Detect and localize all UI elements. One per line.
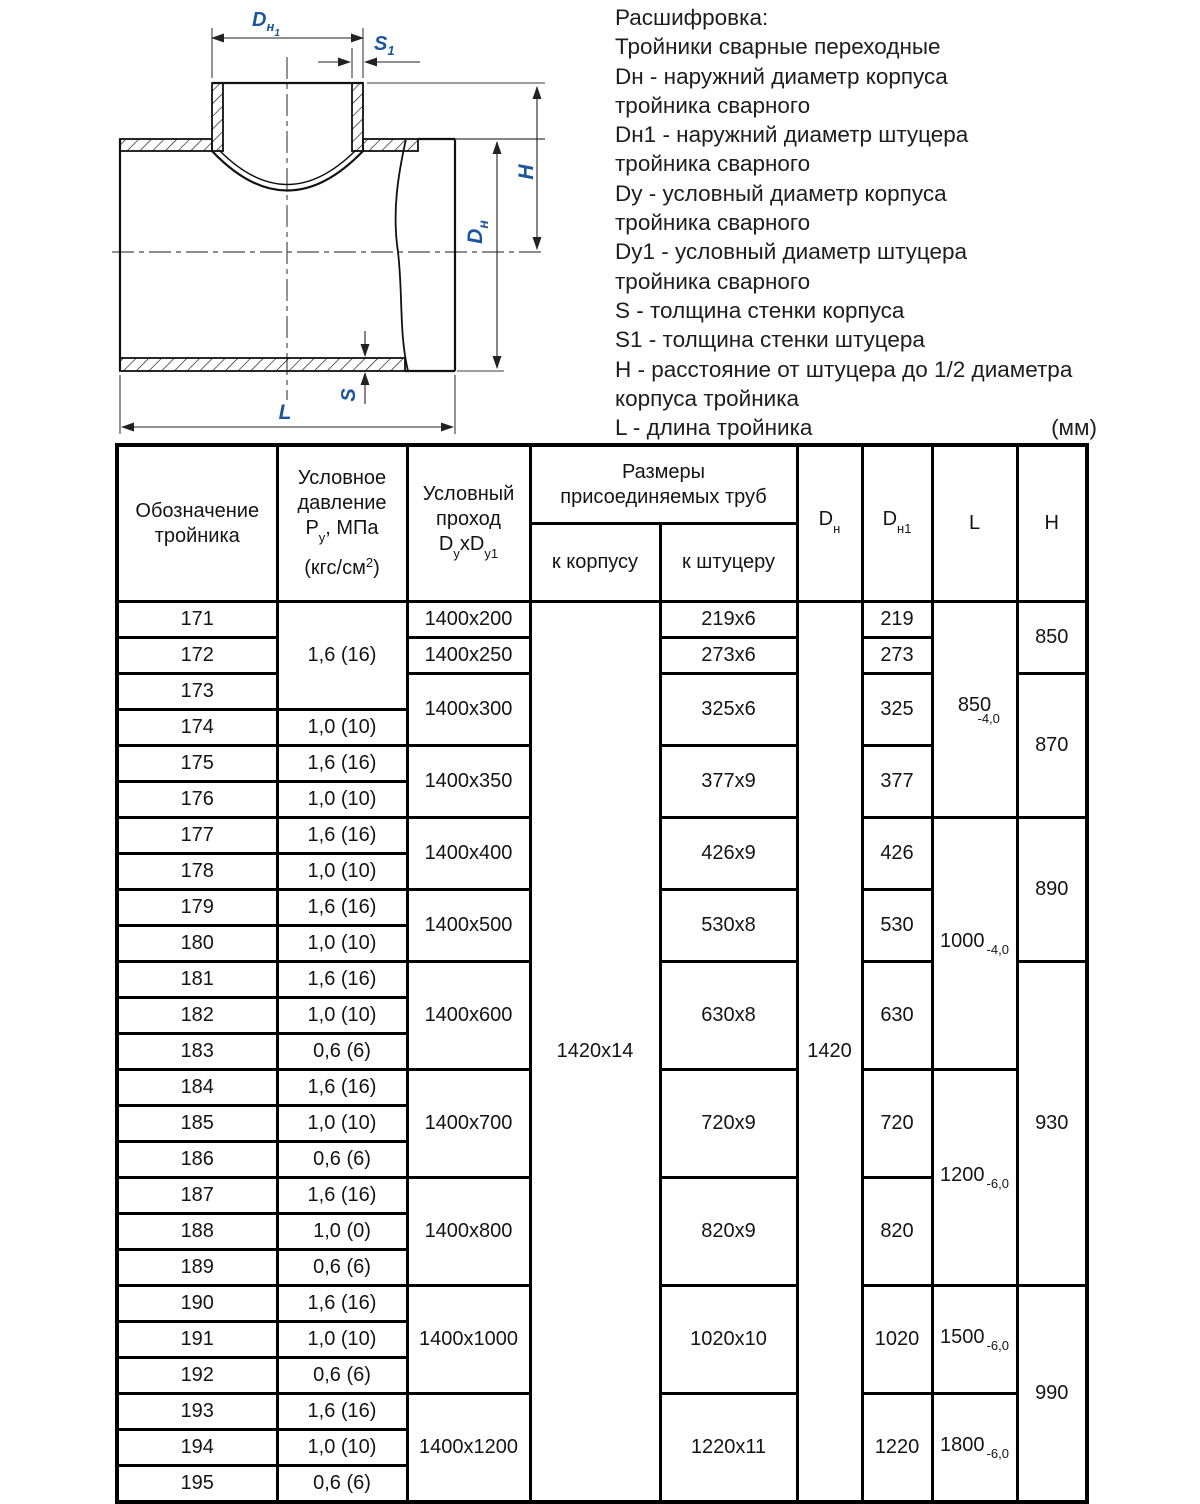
cell-pressure: 0,6 (6) — [277, 1034, 407, 1070]
cell-pressure: 0,6 (6) — [277, 1142, 407, 1178]
cell-designation: 191 — [117, 1322, 277, 1358]
cell-designation: 192 — [117, 1358, 277, 1394]
header-text: присоединяемых труб — [560, 485, 767, 508]
col-header-to-korpus: к корпусу — [530, 524, 660, 602]
cell-h: 890 — [1017, 818, 1087, 962]
cell-pressure: 1,0 (10) — [277, 926, 407, 962]
cell-dn: 1420 — [797, 602, 862, 1503]
cell-pressure: 1,0 (10) — [277, 854, 407, 890]
cell-pass: 1400x1000 — [407, 1286, 530, 1394]
cell-pressure: 1,6 (16) — [277, 818, 407, 854]
cell-designation: 188 — [117, 1214, 277, 1250]
header-text: $(кгс/см^2)$ — [304, 555, 380, 579]
legend-line: H - расстояние от штуцера до 1/2 диаметра — [615, 356, 1073, 382]
cell-pressure: 1,0 (10) — [277, 1430, 407, 1466]
dim-label-s1: $S_1$ — [374, 33, 395, 58]
cell-designation: 172 — [117, 638, 277, 674]
legend-l-text: L - длина тройника — [615, 415, 813, 441]
table-row — [117, 602, 1087, 638]
cell-dn1: 630 — [862, 962, 932, 1070]
col-header-l: L — [932, 445, 1017, 602]
header-text: Обозначение — [135, 499, 260, 522]
cell-designation: 194 — [117, 1430, 277, 1466]
pipe-walls-hatched — [120, 83, 418, 371]
cell-designation: 171 — [117, 602, 277, 638]
cell-pipe-korpus: 1420x14 — [530, 602, 660, 1503]
cell-pipe-shtucer: 720x9 — [660, 1070, 797, 1178]
cell-pipe-shtucer: 1220x11 — [660, 1394, 797, 1503]
header-text: проход — [436, 507, 501, 530]
cell-pressure: 1,6 (16) — [277, 890, 407, 926]
dim-label-l: L — [278, 401, 292, 424]
cell-dn1: 820 — [862, 1178, 932, 1286]
legend-block — [615, 3, 1097, 442]
cell-pressure: 1,6 (16) — [277, 746, 407, 782]
header-text: $Р_у$, МПа — [305, 517, 379, 545]
dim-label-h: H — [515, 164, 538, 180]
legend-line: тройника сварного — [615, 151, 811, 177]
legend-line: Dy - условный диаметр корпуса — [615, 180, 947, 206]
legend-line: S1 - толщина стенки штуцера — [615, 327, 925, 353]
cell-designation: 174 — [117, 710, 277, 746]
cell-pipe-shtucer: 530x8 — [660, 890, 797, 962]
cell-pressure: 1,6 (16) — [277, 1178, 407, 1214]
cell-pipe-shtucer: 1020x10 — [660, 1286, 797, 1394]
cell-pass: 1400x400 — [407, 818, 530, 890]
cell-designation: 181 — [117, 962, 277, 998]
cell-pipe-shtucer: 219x6 — [660, 602, 797, 638]
legend-unit: (мм) — [1051, 415, 1097, 441]
cell-pressure: 1,6 (16) — [277, 1286, 407, 1322]
cell-pressure: 1,6 (16) — [277, 602, 407, 710]
cell-designation: 193 — [117, 1394, 277, 1430]
cell-dn1: 1220 — [862, 1394, 932, 1503]
cell-designation: 182 — [117, 998, 277, 1034]
break-line — [396, 139, 408, 371]
col-header-to-shtucer: к штуцеру — [660, 524, 797, 602]
legend-line: Dн1 - наружний диаметр штуцера — [615, 122, 969, 148]
legend-line: корпуса тройника — [615, 385, 800, 411]
cell-dn1: 1020 — [862, 1286, 932, 1394]
header-text: тройника — [154, 524, 240, 547]
cell-designation: 184 — [117, 1070, 277, 1106]
legend-line: Dy1 - условный диаметр штуцера — [615, 239, 968, 265]
cell-l: 1500 $_{-6,0}$ — [932, 1286, 1017, 1394]
header-text: Условное — [297, 467, 387, 489]
cell-h: 850 — [1017, 602, 1087, 674]
cell-pipe-shtucer: 325x6 — [660, 674, 797, 746]
legend-line: Тройники сварные переходные — [615, 34, 941, 60]
cell-designation: 190 — [117, 1286, 277, 1322]
header-text: Условный — [422, 482, 515, 505]
cell-designation: 179 — [117, 890, 277, 926]
header-text: $D_yхD_{y1}$ — [438, 532, 499, 561]
header-text: Размеры — [621, 460, 706, 483]
legend-line: тройника сварного — [615, 268, 811, 294]
cell-designation: 195 — [117, 1466, 277, 1503]
cell-h: 990 — [1017, 1286, 1087, 1503]
cell-pressure: 1,0 (10) — [277, 782, 407, 818]
cell-pass: 1400x700 — [407, 1070, 530, 1178]
tee-section-drawing — [112, 0, 587, 440]
legend-line: S - толщина стенки корпуса — [615, 297, 905, 323]
cell-pass: 1400x350 — [407, 746, 530, 818]
cell-pipe-shtucer: 426x9 — [660, 818, 797, 890]
cell-pressure: 1,6 (16) — [277, 962, 407, 998]
cell-dn1: 273 — [862, 638, 932, 674]
cell-pass: 1400x800 — [407, 1178, 530, 1286]
cell-pass: 1400x300 — [407, 674, 530, 746]
cell-pressure: 1,0 (10) — [277, 1322, 407, 1358]
cell-pass: 1400x600 — [407, 962, 530, 1070]
cell-designation: 187 — [117, 1178, 277, 1214]
cell-designation: 189 — [117, 1250, 277, 1286]
cell-pressure: 1,0 (10) — [277, 1106, 407, 1142]
legend-line: тройника сварного — [615, 210, 811, 236]
legend-last-line — [615, 413, 1097, 442]
header-text: давление — [297, 492, 387, 514]
cell-pressure: 1,0 (10) — [277, 710, 407, 746]
cell-pipe-shtucer: 820x9 — [660, 1178, 797, 1286]
cell-h: 870 — [1017, 674, 1087, 818]
cell-pipe-shtucer: 273x6 — [660, 638, 797, 674]
cell-dn1: 325 — [862, 674, 932, 746]
dim-label-dn: $D_н$ — [464, 220, 491, 244]
cell-designation: 177 — [117, 818, 277, 854]
cell-dn1: 426 — [862, 818, 932, 890]
dim-label-dn1: $D_{н1}$ — [252, 9, 280, 39]
cell-pressure: 1,0 (0) — [277, 1214, 407, 1250]
legend-line: Dн - наружний диаметр корпуса — [615, 63, 948, 89]
cell-l: 1200 $_{-6,0}$ — [932, 1070, 1017, 1286]
cell-pass: 1400x1200 — [407, 1394, 530, 1503]
cell-pressure: 0,6 (6) — [277, 1358, 407, 1394]
cell-designation: 183 — [117, 1034, 277, 1070]
cell-dn1: 720 — [862, 1070, 932, 1178]
legend-line: Расшифровка: — [615, 5, 769, 30]
header-row-1 — [117, 445, 1087, 524]
col-header-designation — [117, 445, 277, 602]
col-header-pipe-sizes — [530, 445, 797, 524]
cell-pressure: 1,6 (16) — [277, 1070, 407, 1106]
cell-pass: 1400x200 — [407, 602, 530, 638]
col-header-pressure — [277, 445, 407, 602]
cell-pipe-shtucer: 377x9 — [660, 746, 797, 818]
legend-line: тройника сварного — [615, 92, 811, 118]
cell-designation: 185 — [117, 1106, 277, 1142]
cell-designation: 178 — [117, 854, 277, 890]
cell-pass: 1400x500 — [407, 890, 530, 962]
cell-designation: 175 — [117, 746, 277, 782]
cell-dn1: 219 — [862, 602, 932, 638]
cell-pressure: 1,0 (10) — [277, 998, 407, 1034]
cell-l: 1800 $_{-6,0}$ — [932, 1394, 1017, 1503]
tee-dimensions-table — [115, 443, 1089, 1504]
cell-pass: 1400x250 — [407, 638, 530, 674]
cell-designation: 186 — [117, 1142, 277, 1178]
col-header-h: H — [1017, 445, 1087, 602]
col-header-pass — [407, 445, 530, 602]
dim-label-s: S — [338, 388, 360, 402]
cell-designation: 176 — [117, 782, 277, 818]
cell-dn1: 530 — [862, 890, 932, 962]
cell-pipe-shtucer: 630x8 — [660, 962, 797, 1070]
cell-l: 850 -4,0 — [932, 602, 1017, 818]
cell-designation: 173 — [117, 674, 277, 710]
col-header-dn: $D_н$ — [797, 445, 862, 602]
cell-h: 930 — [1017, 962, 1087, 1286]
cell-pressure: 0,6 (6) — [277, 1466, 407, 1503]
cell-dn1: 377 — [862, 746, 932, 818]
cell-pressure: 0,6 (6) — [277, 1250, 407, 1286]
col-header-dn1: $D_{н1}$ — [862, 445, 932, 602]
cell-designation: 180 — [117, 926, 277, 962]
cell-pressure: 1,6 (16) — [277, 1394, 407, 1430]
cell-l: 1000 $_{-4,0}$ — [932, 818, 1017, 1070]
